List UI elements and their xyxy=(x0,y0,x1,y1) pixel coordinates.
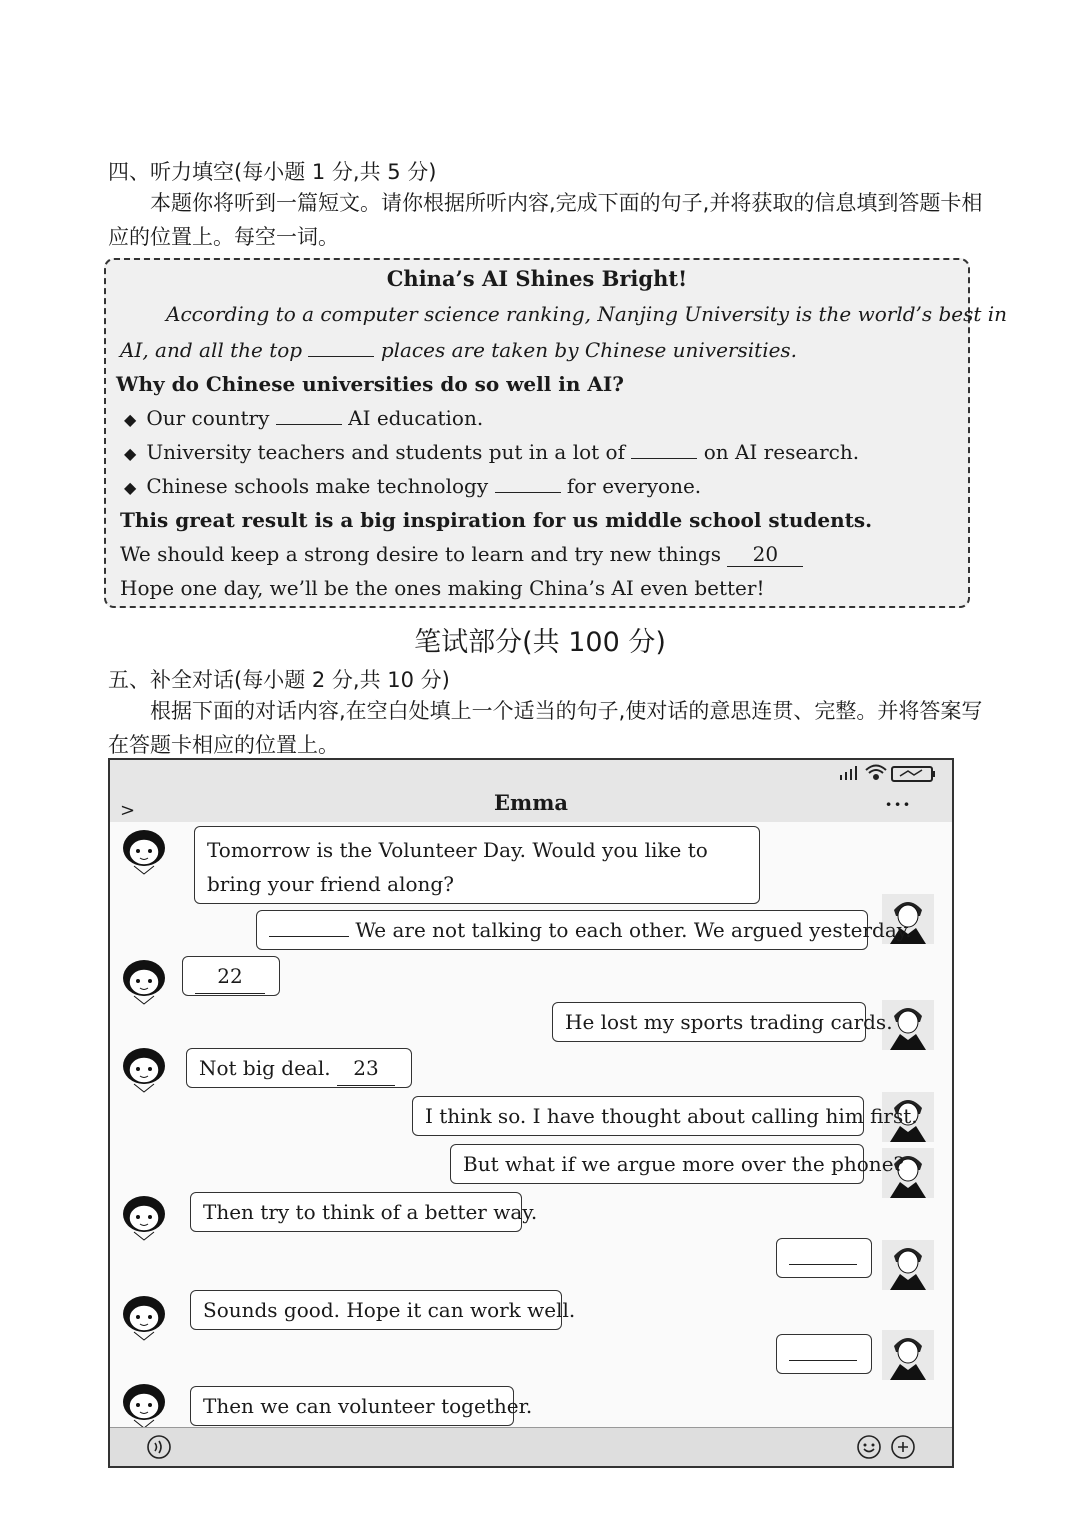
blank-22[interactable]: 22 xyxy=(195,959,265,994)
chat-window xyxy=(108,758,954,1468)
message-bubble-left xyxy=(190,1386,533,1426)
message-bubble-right xyxy=(776,1334,872,1374)
section5-instructions: 根据下面的对话内容,在空白处填上一个适当的句子,使对话的意思连贯、完整。并将答案写在答题卡相应的位置上。 xyxy=(108,699,983,757)
message-text: He lost my sports trading cards. xyxy=(565,1010,893,1034)
boy-avatar xyxy=(882,1330,934,1380)
blank-17[interactable] xyxy=(276,424,342,425)
girl-avatar xyxy=(118,956,170,1006)
bullet-3 xyxy=(124,474,701,498)
blank-25[interactable] xyxy=(789,1360,857,1361)
section4-heading: 四、听力填空(每小题 1 分,共 5 分) xyxy=(108,160,437,184)
message-bubble-right xyxy=(776,1238,872,1278)
section4-instructions: 本题你将听到一篇短文。请你根据所听内容,完成下面的句子,并将获取的信息填到答题卡相应的位置上。每空一词。 xyxy=(108,191,983,249)
bullet-2-start: University teachers and students put in a lot of xyxy=(146,440,625,464)
battery-icon xyxy=(892,767,935,781)
girl-avatar xyxy=(118,826,170,876)
message-bubble-left xyxy=(186,1048,412,1088)
back-button[interactable]: > xyxy=(120,800,136,821)
chat-contact-name: Emma xyxy=(493,790,569,815)
passage-line-1: According to a computer science ranking, Nanjing University is the world’s best in xyxy=(166,302,1008,326)
blank-20[interactable]: 20 xyxy=(727,542,803,567)
bullet-1-end: AI education. xyxy=(348,406,484,430)
blank-18[interactable] xyxy=(631,458,697,459)
message-text: Sounds good. Hope it can work well. xyxy=(203,1298,576,1322)
listening-passage-box xyxy=(104,258,1008,608)
message-text: Then we can volunteer together. xyxy=(203,1394,533,1418)
message-bubble-left xyxy=(182,956,280,996)
written-part-title: 笔试部分(共 100 分) xyxy=(414,627,666,658)
blank-21[interactable] xyxy=(269,936,349,937)
girl-avatar xyxy=(118,1380,170,1430)
bullet-1 xyxy=(124,406,483,430)
chat-input-bar xyxy=(110,1427,952,1466)
chat-header xyxy=(110,760,952,822)
girl-avatar xyxy=(118,1044,170,1094)
passage-line-2-start: AI, and all the top xyxy=(120,338,303,362)
more-options-button[interactable]: ··· xyxy=(885,792,912,816)
blank-23[interactable]: 23 xyxy=(337,1051,395,1086)
message-text: Not big deal. xyxy=(199,1056,331,1080)
message-text: But what if we argue more over the phone? xyxy=(463,1152,905,1176)
bullet-2-end: on AI research. xyxy=(703,440,860,464)
message-bubble-right xyxy=(412,1096,918,1136)
message-text: Then try to think of a better way. xyxy=(203,1200,538,1224)
diamond-icon: ◆ xyxy=(124,444,137,463)
bullet-3-start: Chinese schools make technology xyxy=(146,474,489,498)
section5-heading: 五、补全对话(每小题 2 分,共 10 分) xyxy=(108,668,450,692)
emoji-icon[interactable] xyxy=(856,1434,882,1460)
diamond-icon: ◆ xyxy=(124,478,137,497)
boy-avatar xyxy=(882,1240,934,1290)
bullet-1-start: Our country xyxy=(146,406,270,430)
passage-line-2 xyxy=(120,338,797,362)
desire-text: We should keep a strong desire to learn and try new things xyxy=(120,542,722,566)
passage-conclusion: This great result is a big inspiration for us middle school students. xyxy=(120,508,873,532)
bullet-2 xyxy=(124,440,859,464)
girl-avatar xyxy=(118,1192,170,1242)
passage-line-2-end: places are taken by Chinese universities. xyxy=(380,338,798,362)
diamond-icon: ◆ xyxy=(124,410,137,429)
girl-avatar xyxy=(118,1292,170,1342)
wifi-icon xyxy=(866,766,886,780)
passage-line-desire xyxy=(120,542,803,567)
message-bubble-right xyxy=(552,1002,893,1042)
blank-19[interactable] xyxy=(495,492,561,493)
message-bubble-left xyxy=(190,1290,576,1330)
status-bar xyxy=(834,762,944,784)
plus-icon[interactable] xyxy=(890,1434,916,1460)
signal-icon xyxy=(840,766,857,780)
bullet-3-end: for everyone. xyxy=(566,474,702,498)
blank-24[interactable] xyxy=(789,1264,857,1265)
passage-line-hope: Hope one day, we’ll be the ones making China’s AI even better! xyxy=(120,576,765,600)
message-bubble-right xyxy=(256,910,912,950)
message-bubble-left xyxy=(190,1192,538,1232)
message-text: I think so. I have thought about calling him first. xyxy=(425,1104,918,1128)
blank-16[interactable] xyxy=(308,356,374,357)
voice-icon[interactable] xyxy=(146,1434,172,1460)
message-text: Tomorrow is the Volunteer Day. Would you like to bring your friend along? xyxy=(207,838,708,896)
passage-title: China’s AI Shines Bright! xyxy=(386,266,688,291)
message-bubble-left xyxy=(194,826,760,904)
message-text: We are not talking to each other. We argued yesterday. xyxy=(355,918,912,942)
passage-question: Why do Chinese universities do so well in AI? xyxy=(116,372,624,396)
message-bubble-right xyxy=(450,1144,905,1184)
